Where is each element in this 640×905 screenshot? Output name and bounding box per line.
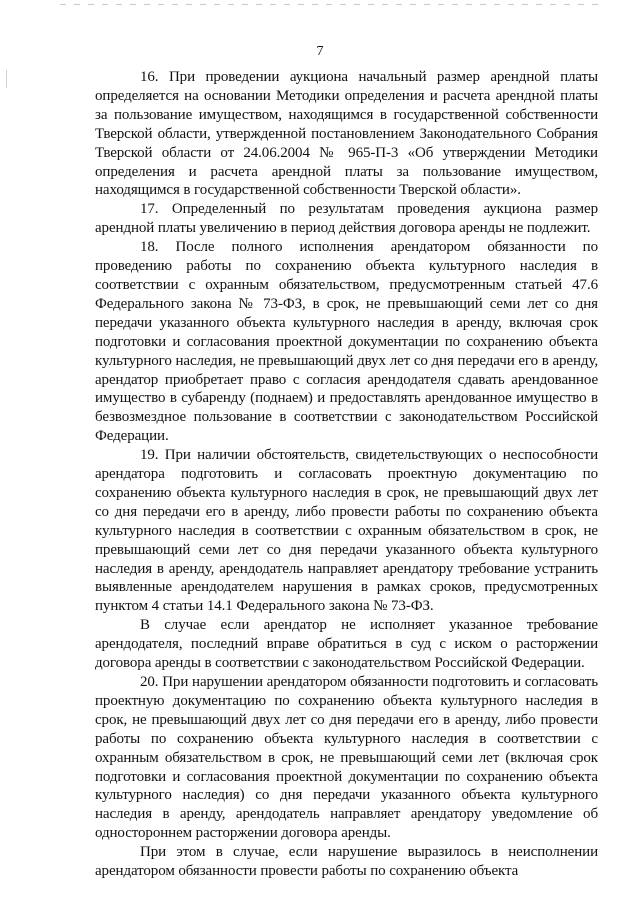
paragraph-20-continuation: При этом в случае, если нарушение выразилось в неисполнении арендатором обязанности провести работы по сохранению объекта <box>95 844 598 880</box>
document-body <box>95 68 598 881</box>
scan-artifact-top <box>60 4 600 5</box>
paragraph-19-continuation: В случае если арендатор не исполняет указанное требование арендодателя, последний вправе обратиться в суд с иском о расторжении договора аренды в соответствии с законодательством Российской Федерации. <box>95 617 598 672</box>
paragraph-20: 20. При нарушении арендатором обязанности подготовить и согласовать проектную документацию по сохранению объекта культурного наследия в срок, не превышающий двух лет со дня передачи его в аренду, либо провести работы по сохранению объекта культурного наследия в соответствии с охранным обязательством в срок, не превышающий семи лет (включая срок подготовки и согласования проектной документации по сохранению объекта культурного наследия) со дня передачи указанного объекта культурного наследия в аренду, арендодатель направляет арендатору уведомление об одностороннем расторжении договора аренды. <box>95 674 598 842</box>
paragraph-18: 18. После полного исполнения арендатором обязанности по проведению работы по сохранению объекта культурного наследия в соответствии с охранным обязательством, предусмотренным статьей 47.6 Федерального закона № 73-ФЗ, в срок, не превышающий семи лет со дня передачи указанного объекта культурного наследия в аренду, включая срок подготовки и согласования проектной документации по сохранению объекта культурного наследия, не превышающий двух лет со дня передачи его в аренду, арендатор приобретает право с согласия арендодателя сдавать арендованное имущество в субаренду (поднаем) и предоставлять арендованное имущество в безвозмездное пользование в соответствии с законодательством Российской Федерации. <box>95 239 598 445</box>
paragraph-19: 19. При наличии обстоятельств, свидетельствующих о неспособности арендатора подготовить и согласовать проектную документацию по сохранению объекта культурного наследия в срок, не превышающий двух лет со дня передачи его в аренду, либо провести работы по сохранению объекта культурного наследия в соответствии с охранным обязательством в срок, не превышающий семи лет со дня передачи указанного объекта культурного наследия в аренду, арендодатель направляет арендатору требование устранить выявленные арендодателем нарушения в рамках сроков, предусмотренных пунктом 4 статьи 14.1 Федерального закона № 73-ФЗ. <box>95 447 598 615</box>
paragraph-16: 16. При проведении аукциона начальный размер арендной платы определяется на основании Методики определения и расчета арендной платы за пользование имуществом, находящимся в государственной собственности Тверской области, утвержденной постановлением Законодательного Собрания Тверской области от 24.06.2004 № 965-П-3 «Об утверждении Методики определения и расчета арендной платы за пользование имуществом, находящимся в государственной собственности Тверской области». <box>95 69 598 199</box>
scan-artifact-left <box>6 70 7 88</box>
page-number: 7 <box>316 44 324 59</box>
paragraph-17: 17. Определенный по результатам проведения аукциона размер арендной платы увеличению в период действия договора аренды не подлежит. <box>95 201 598 237</box>
